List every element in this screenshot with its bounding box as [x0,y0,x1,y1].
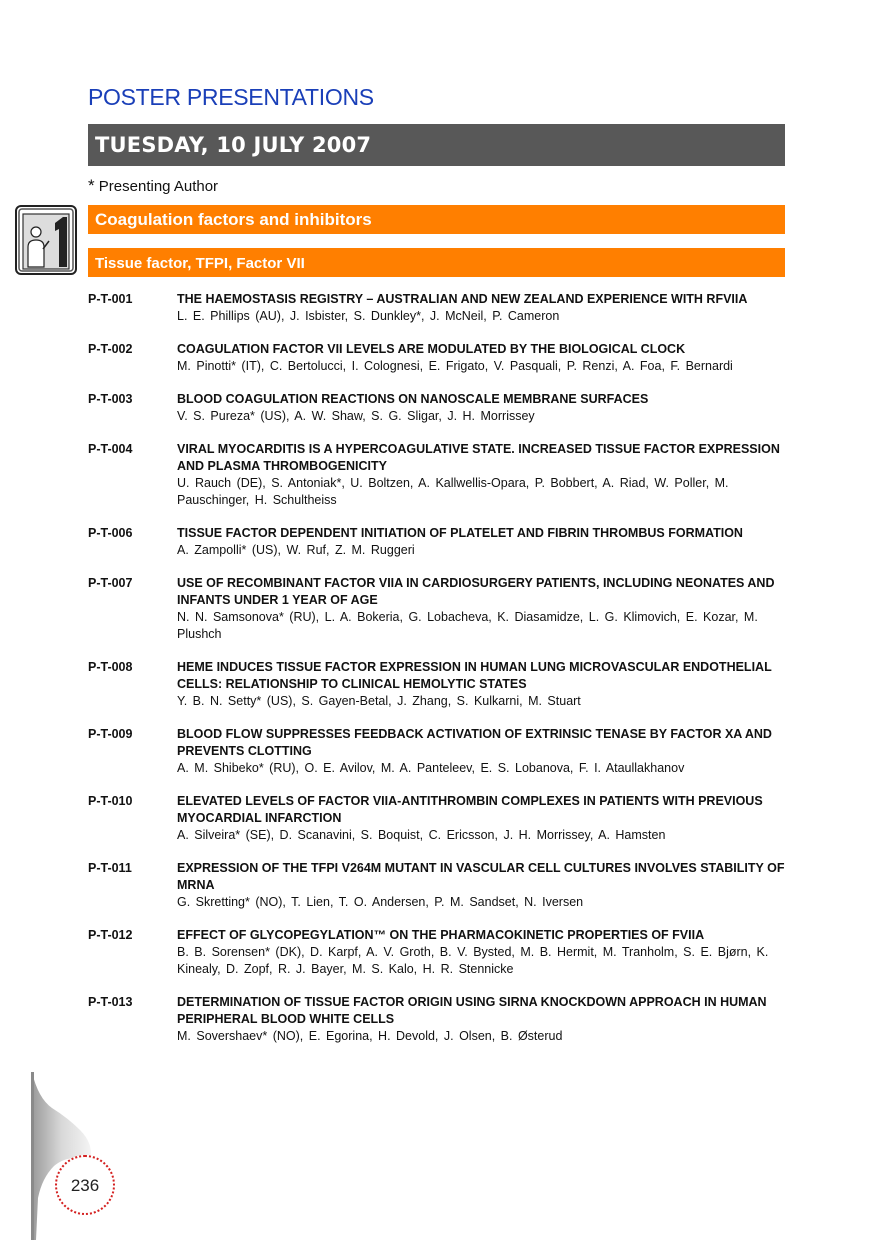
poster-title: HEME INDUCES TISSUE FACTOR EXPRESSION IN HUMAN LUNG MICROVASCULAR ENDOTHELIAL CELLS: RELATIONSHIP TO CLINICAL HEMOLYTIC STATES [177,660,772,691]
topic-banner [88,205,785,234]
poster-entry [88,726,788,777]
poster-id: P-T-006 [88,526,133,540]
poster-title: USE OF RECOMBINANT FACTOR VIIA IN CARDIOSURGERY PATIENTS, INCLUDING NEONATES AND INFANTS UNDER 1 YEAR OF AGE [177,576,775,607]
section-title: POSTER PRESENTATIONS [88,84,374,110]
poster-entry [88,927,788,978]
poster-id: P-T-008 [88,660,133,674]
poster-id: P-T-011 [88,861,132,875]
poster-id: P-T-013 [88,995,133,1009]
poster-authors: M. Sovershaev* (NO), E. Egorina, H. Devold, J. Olsen, B. Østerud [177,1029,563,1043]
poster-id: P-T-012 [88,928,133,942]
page-number: 236 [55,1155,115,1215]
poster-authors: V. S. Pureza* (US), A. W. Shaw, S. G. Sligar, J. H. Morrissey [177,409,535,423]
presenting-note-text: Presenting Author [98,178,219,195]
poster-entry [88,341,788,375]
poster-title: EXPRESSION OF THE TFPI V264M MUTANT IN VASCULAR CELL CULTURES INVOLVES STABILITY OF MRNA [177,861,785,892]
poster-id: P-T-002 [88,342,133,356]
date-banner [88,124,785,166]
poster-title: THE HAEMOSTASIS REGISTRY – AUSTRALIAN AND NEW ZEALAND EXPERIENCE WITH RFVIIA [177,292,748,306]
poster-entry [88,860,788,911]
poster-title: BLOOD FLOW SUPPRESSES FEEDBACK ACTIVATION OF EXTRINSIC TENASE BY FACTOR XA AND PREVENTS CLOTTING [177,727,772,758]
poster-entry [88,994,788,1045]
presenting-marker: * [88,176,95,195]
poster-authors: G. Skretting* (NO), T. Lien, T. O. Andersen, P. M. Sandset, N. Iversen [177,895,584,909]
poster-authors: A. M. Shibeko* (RU), O. E. Avilov, M. A. Panteleev, E. S. Lobanova, F. I. Ataullakhanov [177,761,685,775]
poster-title: BLOOD COAGULATION REACTIONS ON NANOSCALE MEMBRANE SURFACES [177,392,649,406]
poster-id: P-T-009 [88,727,133,741]
poster-authors: B. B. Sorensen* (DK), D. Karpf, A. V. Groth, B. V. Bysted, M. B. Hermit, M. Tranholm, S. E. Bjørn, K. Kinealy, D. Zopf, R. J. Bayer, M. S. Kalo, H. R. Stennicke [177,945,769,976]
poster-list [88,291,788,1061]
poster-id: P-T-003 [88,392,133,406]
poster-entry [88,525,788,559]
subtopic-banner [88,248,785,277]
date-label: TUESDAY, 10 JULY 2007 [95,133,372,157]
topic-label: Coagulation factors and inhibitors [95,210,372,229]
subtopic-label: Tissue factor, TFPI, Factor VII [95,255,305,272]
poster-entry [88,575,788,643]
poster-authors: N. N. Samsonova* (RU), L. A. Bokeria, G. Lobacheva, K. Diasamidze, L. G. Klimovich, E. Kozar, M. Plushch [177,610,758,641]
poster-title: DETERMINATION OF TISSUE FACTOR ORIGIN USING SIRNA KNOCKDOWN APPROACH IN HUMAN PERIPHERAL BLOOD WHITE CELLS [177,995,767,1026]
poster-title: COAGULATION FACTOR VII LEVELS ARE MODULATED BY THE BIOLOGICAL CLOCK [177,342,686,356]
poster-id: P-T-004 [88,442,133,456]
poster-authors: L. E. Phillips (AU), J. Isbister, S. Dunkley*, J. McNeil, P. Cameron [177,309,560,323]
poster-id: P-T-007 [88,576,133,590]
poster-entry [88,793,788,844]
poster-authors: U. Rauch (DE), S. Antoniak*, U. Boltzen, A. Kallwellis-Opara, P. Bobbert, A. Riad, W. Poller, M. Pauschinger, H. Schultheiss [177,476,729,507]
track-1-icon [15,205,77,275]
poster-title: VIRAL MYOCARDITIS IS A HYPERCOAGULATIVE STATE. INCREASED TISSUE FACTOR EXPRESSION AND PLASMA THROMBOGENICITY [177,442,780,473]
poster-title: ELEVATED LEVELS OF FACTOR VIIA-ANTITHROMBIN COMPLEXES IN PATIENTS WITH PREVIOUS MYOCARDIAL INFARCTION [177,794,763,825]
poster-entry [88,659,788,710]
poster-title: EFFECT OF GLYCOPEGYLATION™ ON THE PHARMACOKINETIC PROPERTIES OF FVIIA [177,928,705,942]
poster-authors: A. Zampolli* (US), W. Ruf, Z. M. Ruggeri [177,543,415,557]
poster-entry [88,291,788,325]
poster-id: P-T-001 [88,292,133,306]
poster-entry [88,441,788,509]
poster-authors: Y. B. N. Setty* (US), S. Gayen-Betal, J. Zhang, S. Kulkarni, M. Stuart [177,694,581,708]
presenting-author-note [88,176,218,196]
poster-id: P-T-010 [88,794,133,808]
poster-title: TISSUE FACTOR DEPENDENT INITIATION OF PLATELET AND FIBRIN THROMBUS FORMATION [177,526,743,540]
poster-authors: A. Silveira* (SE), D. Scanavini, S. Boquist, C. Ericsson, J. H. Morrissey, A. Hamsten [177,828,666,842]
poster-authors: M. Pinotti* (IT), C. Bertolucci, I. Colognesi, E. Frigato, V. Pasquali, P. Renzi, A. Foa, F. Bernardi [177,359,733,373]
poster-entry [88,391,788,425]
